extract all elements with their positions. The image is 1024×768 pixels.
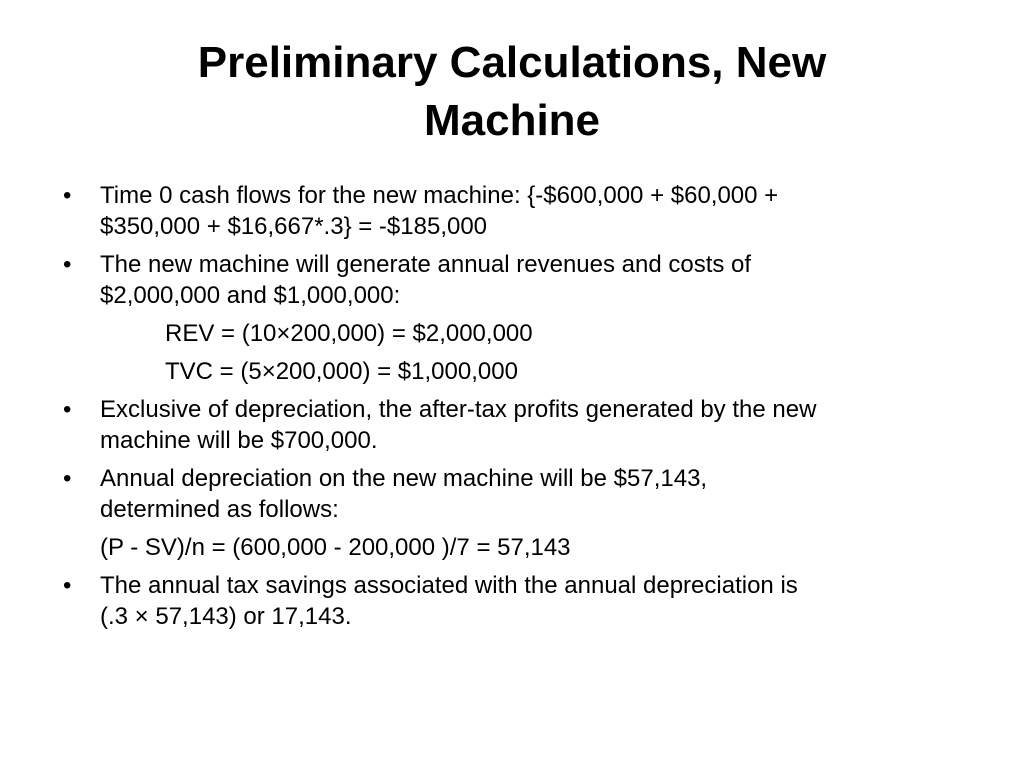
bullet-item xyxy=(60,570,980,632)
bullet-item xyxy=(60,394,980,456)
bullet-dot: • xyxy=(63,251,72,278)
bullet-text-line: The new machine will generate annual revenues and costs of xyxy=(100,251,752,278)
slide-title-line1: Preliminary Calculations, New xyxy=(197,38,827,87)
bullet-text-line: determined as follows: xyxy=(100,496,339,523)
bullet-text-line: machine will be $700,000. xyxy=(100,427,378,454)
bullet-item xyxy=(60,249,980,311)
bullet-text-line: The annual tax savings associated with the annual depreciation is xyxy=(100,572,798,599)
bullet-text-line: (.3 × 57,143) or 17,143. xyxy=(100,603,352,630)
slide-body xyxy=(60,180,980,639)
bullet-text-line: Time 0 cash flows for the new machine: {-$600,000 + $60,000 + xyxy=(100,182,779,209)
depreciation-formula: (P - SV)/n = (600,000 - 200,000 )/7 = 57,143 xyxy=(100,534,571,561)
bullet-dot: • xyxy=(63,465,72,492)
bullet-dot: • xyxy=(63,182,72,209)
bullet-text-line: Annual depreciation on the new machine will be $57,143, xyxy=(100,465,708,492)
bullet-text-line: Exclusive of depreciation, the after-tax profits generated by the new xyxy=(100,396,817,423)
bullet-item xyxy=(60,463,980,525)
bullet-dot: • xyxy=(63,572,72,599)
slide-title-line2: Machine xyxy=(423,96,601,145)
bullet-dot: • xyxy=(63,396,72,423)
tvc-equation: TVC = (5×200,000) = $1,000,000 xyxy=(165,358,518,385)
bullet-item xyxy=(60,180,980,242)
bullet-text-line: $2,000,000 and $1,000,000: xyxy=(100,282,401,309)
rev-equation: REV = (10×200,000) = $2,000,000 xyxy=(165,320,533,347)
bullet-text-line: $350,000 + $16,667*.3} = -$185,000 xyxy=(100,213,488,240)
slide-title xyxy=(100,34,924,150)
